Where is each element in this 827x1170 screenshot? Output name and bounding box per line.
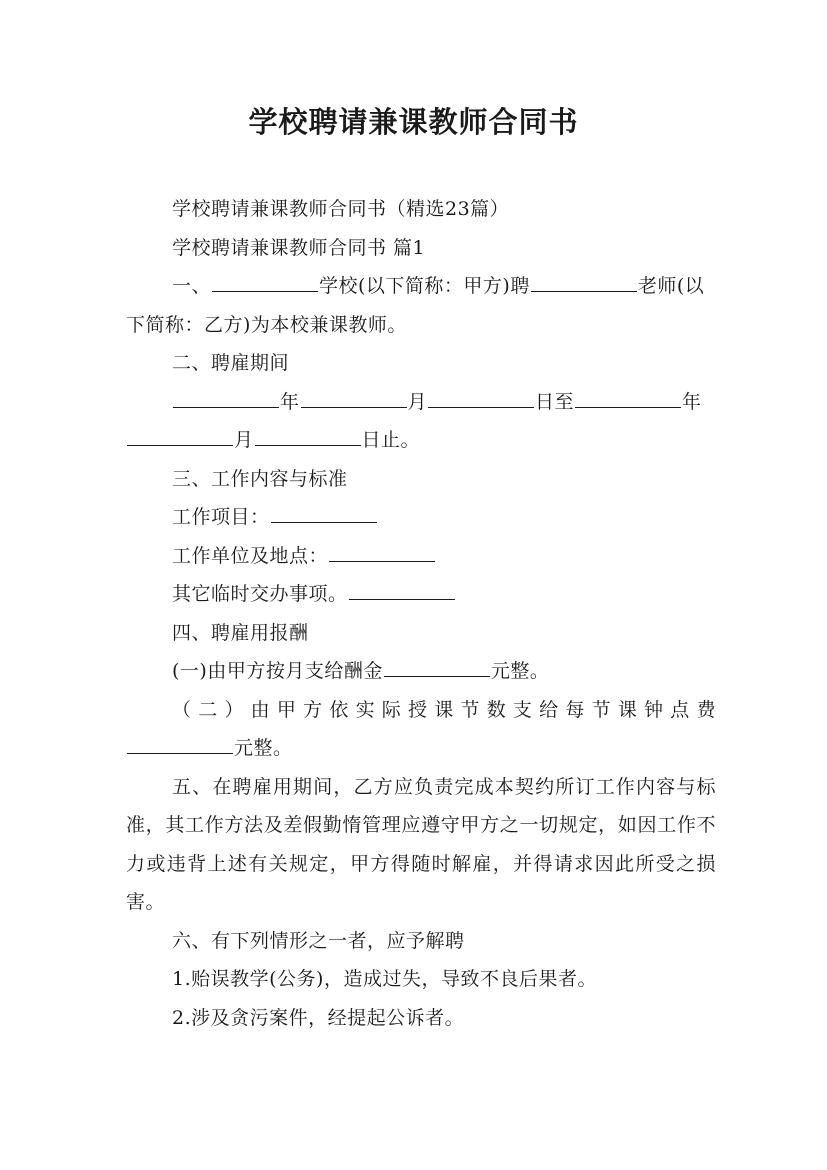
hourly-pay-label: （二）由甲方依实际授课节数支给每节课钟点费 — [172, 698, 716, 721]
work-unit-label: 工作单位及地点： — [172, 544, 329, 567]
monthly-pay-blank — [384, 654, 490, 677]
clause-2-period — [126, 383, 716, 460]
work-item-blank — [271, 500, 377, 523]
clause-4-heading: 四、聘雇用报酬 — [172, 621, 309, 644]
clause-2-heading: 二、聘雇期间 — [172, 352, 290, 374]
clause-3-heading: 三、工作内容与标准 — [172, 467, 348, 490]
work-unit-line — [126, 537, 716, 576]
clause-1-number: 一、 — [172, 275, 212, 297]
clause-1-text-b: 老师(以下简称：乙方)为本校兼课教师。 — [126, 275, 705, 336]
hourly-pay-line — [126, 691, 716, 730]
clause-6-heading: 六、有下列情形之一者，应予解聘 — [172, 929, 465, 952]
hourly-pay-blank — [127, 731, 233, 754]
teacher-name-blank — [531, 269, 637, 292]
clause-1-text-a: 学校(以下简称：甲方)聘 — [319, 275, 530, 297]
document-title: 学校聘请兼课教师合同书 — [248, 105, 579, 139]
day-to-label: 日至 — [535, 390, 575, 413]
start-day-blank — [428, 385, 534, 408]
start-month-blank — [301, 385, 407, 408]
school-name-blank — [212, 269, 318, 292]
hourly-pay-line-2 — [126, 729, 716, 768]
monthly-pay-line — [126, 652, 716, 691]
work-unit-blank — [329, 539, 435, 562]
other-matters-line — [126, 575, 716, 614]
day-end-label: 日止。 — [361, 429, 421, 451]
document-body — [126, 190, 716, 1037]
clause-5: 五、在聘雇用期间，乙方应负责完成本契约所订工作内容与标准，其工作方法及差假勤惰管理应遵守甲方之一切规定，如因工作不力或违背上述有关规定，甲方得随时解雇，并得请求因此所受之损害。 — [126, 775, 716, 913]
year-label: 年 — [280, 390, 300, 413]
other-matters-label: 其它临时交办事项。 — [172, 583, 348, 605]
hourly-pay-unit: 元整。 — [234, 737, 293, 759]
start-year-blank — [173, 385, 279, 408]
work-item-label: 工作项目： — [172, 506, 270, 528]
subtitle: 学校聘请兼课教师合同书（精选23篇） — [172, 198, 510, 220]
monthly-pay-unit: 元整。 — [490, 660, 550, 682]
other-matters-blank — [349, 577, 455, 600]
end-month-blank — [127, 423, 233, 446]
monthly-pay-label: (一)由甲方按月支给酬金 — [172, 660, 383, 682]
end-day-blank — [255, 423, 361, 446]
month-label: 月 — [407, 390, 428, 413]
work-item-line — [126, 498, 716, 537]
clause-6-item-2: 2.涉及贪污案件，经提起公诉者。 — [172, 1006, 465, 1029]
end-year-blank — [575, 385, 681, 408]
clause-6-item-1: 1.贻误教学(公务)，造成过失，导致不良后果者。 — [172, 968, 597, 990]
year-label-2: 年 — [682, 390, 702, 413]
section-heading: 学校聘请兼课教师合同书 篇1 — [172, 236, 426, 259]
month-label-2: 月 — [234, 429, 254, 451]
clause-1 — [126, 267, 716, 344]
